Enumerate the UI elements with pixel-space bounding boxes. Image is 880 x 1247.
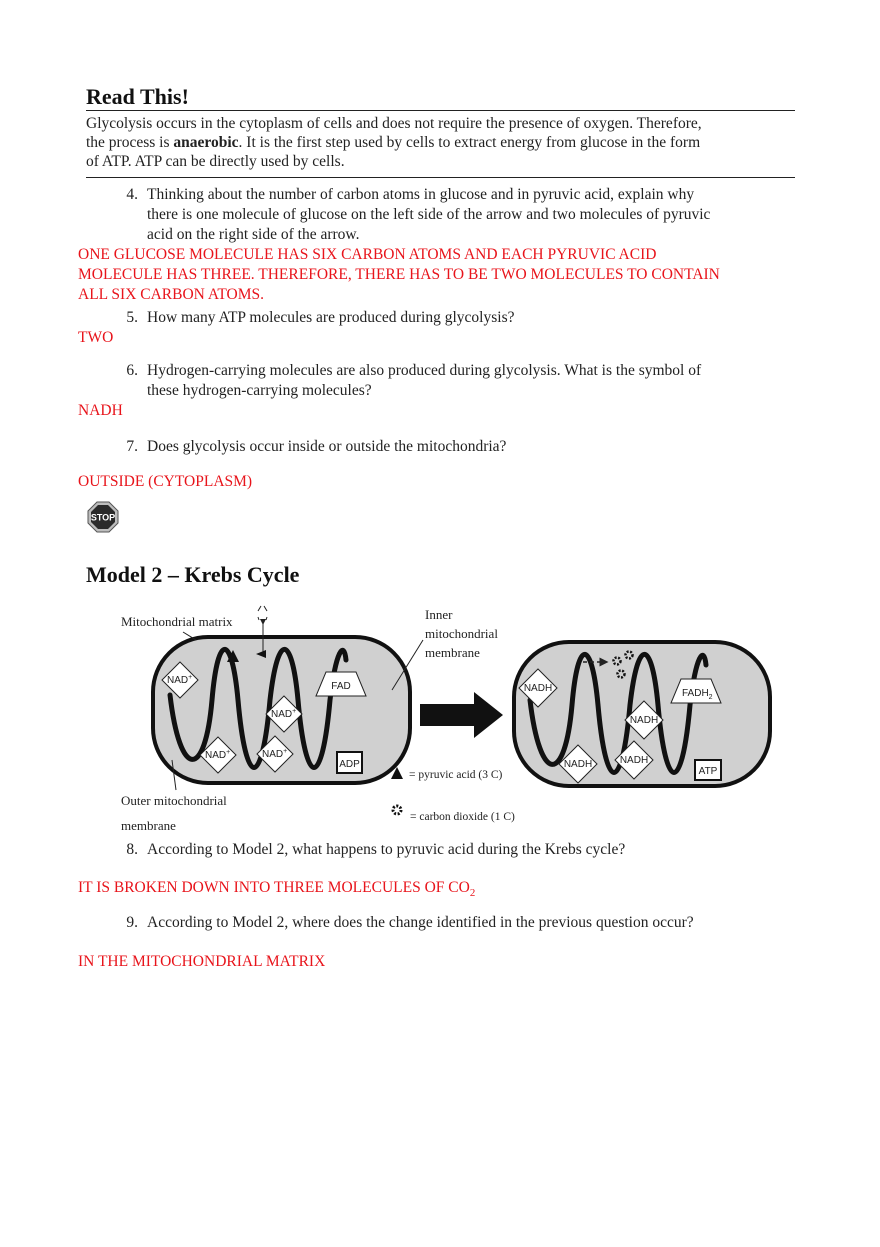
question-7	[118, 437, 818, 457]
read-this-line-1: Glycolysis occurs in the cytoplasm of cells and does not require the presence of oxygen. Therefore,	[86, 115, 702, 132]
svg-text:NADH: NADH	[523, 683, 553, 694]
adp-molecule	[337, 752, 362, 773]
question-text-line: Thinking about the number of carbon atoms in glucose and in pyruvic acid, explain why	[147, 186, 695, 203]
read-this-paragraph	[86, 114, 806, 171]
question-number: 5.	[126, 309, 138, 326]
question-number: 7.	[126, 438, 138, 455]
legend-co2-label: = carbon dioxide (1 C)	[410, 811, 515, 823]
question-number: 9.	[126, 914, 138, 931]
label-line: mitochondrial	[425, 626, 498, 641]
question-text-line: Hydrogen-carrying molecules are also produced during glycolysis. What is the symbol of	[147, 362, 702, 379]
svg-text:FADH2: $FADH_2$	[682, 688, 713, 701]
transition-arrow-icon	[420, 692, 503, 738]
divider	[86, 110, 795, 111]
answer-4	[78, 245, 858, 305]
model-2-heading: Model 2 – Krebs Cycle	[86, 562, 300, 587]
read-this-line-2: the process is anaerobic. It is the first step used by cells to extract energy from glucose in the form	[86, 134, 701, 151]
label-line: membrane	[121, 818, 176, 833]
svg-text:NAD+: NAD+	[262, 748, 288, 760]
mitochondrial-matrix-label: Mitochondrial matrix	[121, 614, 233, 629]
label-line: Outer mitochondrial	[121, 793, 227, 808]
read-this-heading: Read This!	[86, 84, 189, 109]
svg-text:NADH: NADH	[563, 759, 593, 770]
question-text-line: there is one molecule of glucose on the left side of the arrow and two molecules of pyruvic	[147, 206, 711, 223]
question-number: 6.	[126, 362, 138, 379]
answer-8	[78, 878, 475, 903]
question-6	[118, 361, 818, 401]
co2-dots-icon	[258, 606, 267, 620]
question-number: 8.	[126, 841, 138, 858]
answer-text: IT IS BROKEN DOWN INTO THREE MOLECULES OF CO	[78, 879, 470, 896]
krebs-cycle-diagram	[0, 600, 880, 840]
answer-line: ALL SIX CARBON ATOMS.	[78, 286, 265, 303]
svg-text:NAD+: NAD+	[271, 708, 297, 720]
stop-sign-icon	[87, 501, 119, 533]
answer-line: MOLECULE HAS THREE. THEREFORE, THERE HAS TO BE TWO MOLECULES TO CONTAIN	[78, 266, 720, 283]
answer-line: ONE GLUCOSE MOLECULE HAS SIX CARBON ATOMS AND EACH PYRUVIC ACID	[78, 246, 657, 263]
svg-text:NAD+: NAD+	[205, 749, 231, 761]
svg-text:ADP: ADP	[339, 759, 360, 770]
question-text-line: According to Model 2, what happens to pyruvic acid during the Krebs cycle?	[147, 841, 626, 858]
stop-sign-text: STOP	[90, 512, 116, 523]
legend-pyruvic-label: = pyruvic acid (3 C)	[409, 769, 503, 781]
svg-text:NAD+: NAD+	[167, 674, 193, 686]
question-text-line: Does glycolysis occur inside or outside the mitochondria?	[147, 438, 507, 455]
question-number: 4.	[126, 186, 138, 203]
svg-text:FAD: FAD	[331, 681, 351, 692]
atp-molecule	[695, 760, 721, 780]
answer-subscript: 2	[469, 887, 476, 900]
question-4	[118, 185, 818, 245]
anaerobic-term: anaerobic	[173, 134, 239, 151]
label-line: Inner	[425, 607, 453, 622]
question-text-line: How many ATP molecules are produced during glycolysis?	[147, 309, 515, 326]
answer-9: IN THE MITOCHONDRIAL MATRIX	[78, 953, 326, 970]
divider	[86, 177, 795, 178]
question-9	[118, 913, 838, 933]
question-text-line: acid on the right side of the arrow.	[147, 226, 360, 243]
answer-5: TWO	[78, 329, 114, 346]
svg-text:NADH: NADH	[629, 715, 659, 726]
question-5	[118, 308, 818, 328]
legend-co2-icon	[393, 806, 401, 814]
svg-text:ATP: ATP	[698, 766, 718, 777]
question-text-line: According to Model 2, where does the change identified in the previous question occur?	[147, 914, 694, 931]
label-line: membrane	[425, 645, 480, 660]
svg-text:NADH: NADH	[619, 755, 649, 766]
question-8	[118, 840, 818, 860]
question-text-line: these hydrogen-carrying molecules?	[147, 382, 372, 399]
answer-6: NADH	[78, 402, 123, 419]
answer-7: OUTSIDE (CYTOPLASM)	[78, 473, 253, 490]
read-this-line-3: of ATP. ATP can be directly used by cells.	[86, 153, 345, 170]
